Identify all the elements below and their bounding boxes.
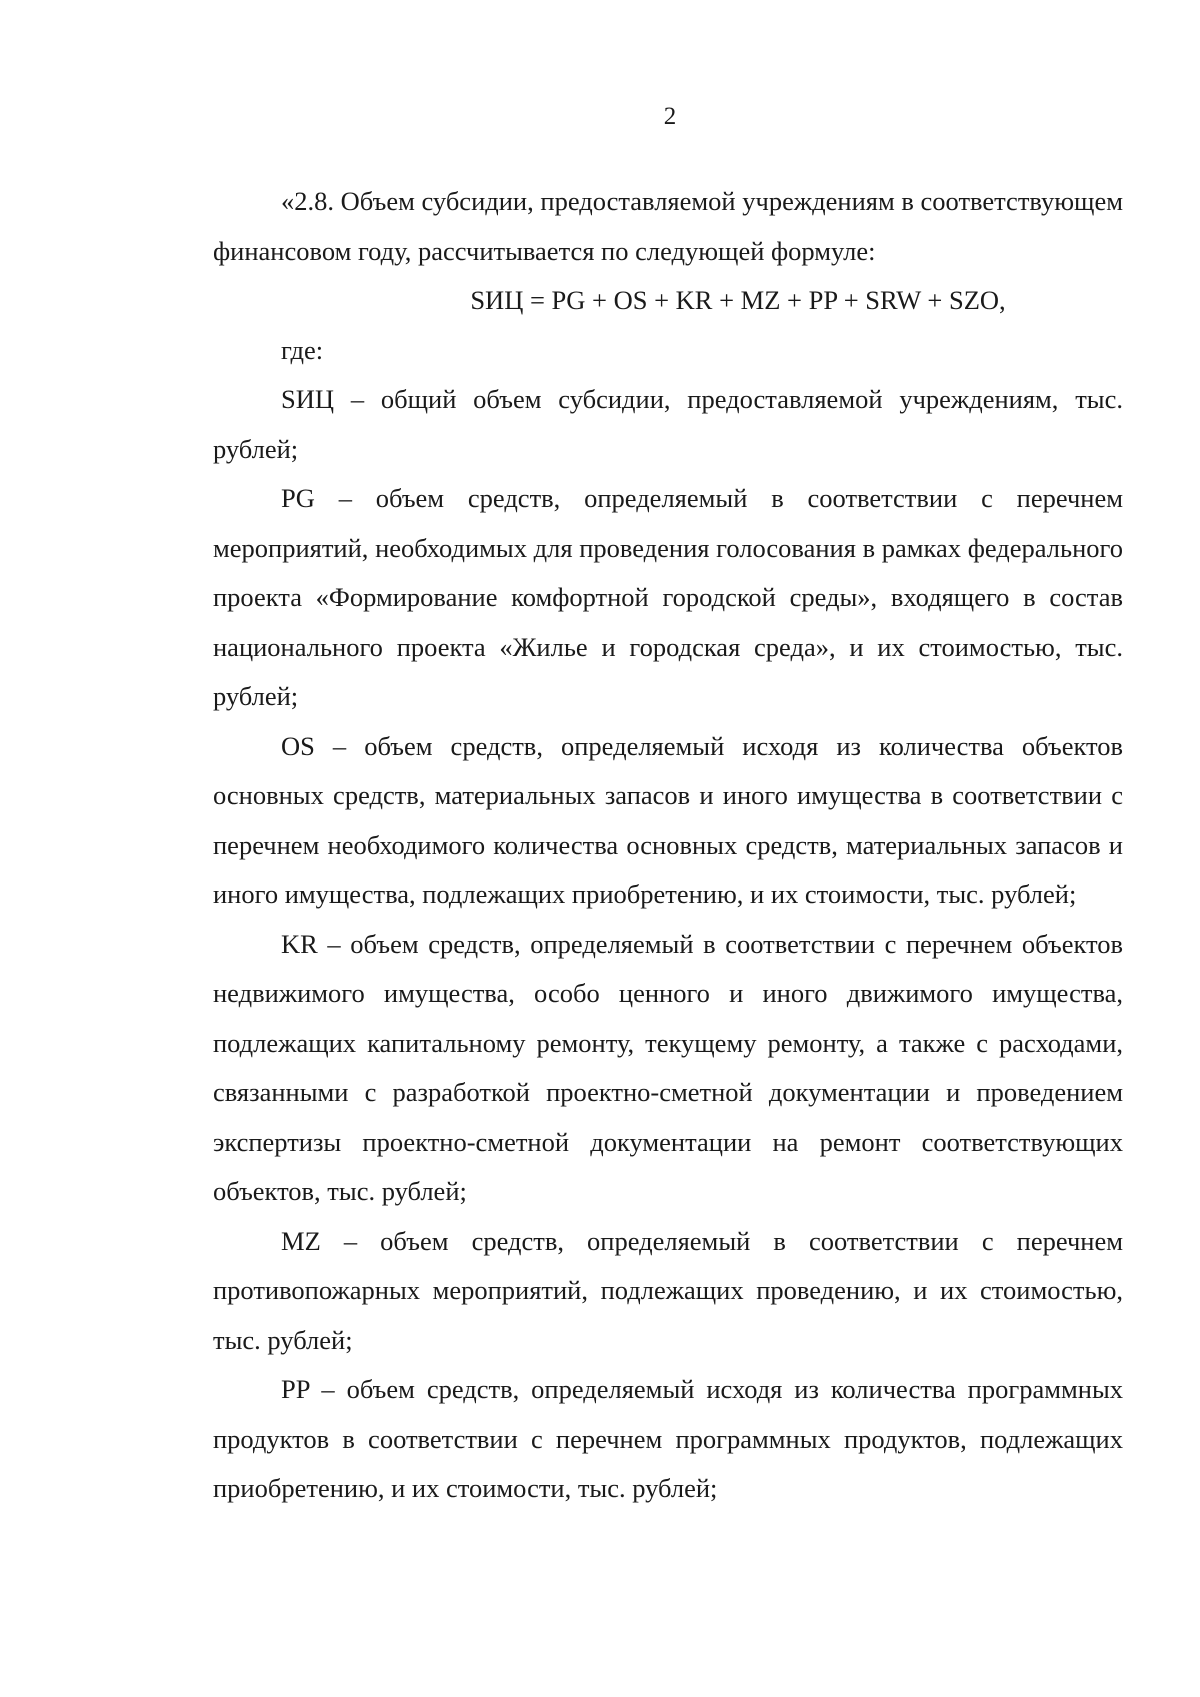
definition-sic: SИЦ – общий объем субсидии, предоставляемой учреждениям, тыс. рублей; [213,384,1123,464]
document-body [213,177,1123,1514]
intro-paragraph: «2.8. Объем субсидии, предоставляемой учреждениям в соответствующем финансовом году, рассчитывается по следующей формуле: [213,186,1123,266]
definition-pg: PG – объем средств, определяемый в соответствии с перечнем мероприятий, необходимых для проведения голосования в рамках федерального проекта «Формирование комфортной городской среды», входящего в состав национального проекта «Жилье и городская среда», и их стоимостью, тыс. рублей; [213,483,1123,711]
definition-os: OS – объем средств, определяемый исходя из количества объектов основных средств, материальных запасов и иного имущества в соответствии с перечнем необходимого количества основных средств, материальных запасов и иного имущества, подлежащих приобретению, и их стоимости, тыс. рублей; [213,730,1123,909]
definition-pp: PP – объем средств, определяемый исходя из количества программных продуктов в соответствии с перечнем программных продуктов, подлежащих приобретению, и их стоимости, тыс. рублей; [213,1374,1123,1503]
formula: SИЦ = PG + OS + KR + MZ + PP + SRW + SZO, [470,285,1006,315]
definition-kr: KR – объем средств, определяемый в соответствии с перечнем объектов недвижимого имущества, особо ценного и иного движимого имущества, подлежащих капитальному ремонту, текущему ремонту, а также с расходами, связанными с разработкой проектно-сметной документации и проведением экспертизы проектно-сметной документации на ремонт соответствующих объектов, тыс. рублей; [213,928,1123,1206]
page-number: 2 [663,103,677,130]
where-label: где: [281,334,324,365]
definition-mz: MZ – объем средств, определяемый в соответствии с перечнем противопожарных мероприятий, подлежащих проведению, и их стоимостью, тыс. рублей; [213,1225,1123,1355]
